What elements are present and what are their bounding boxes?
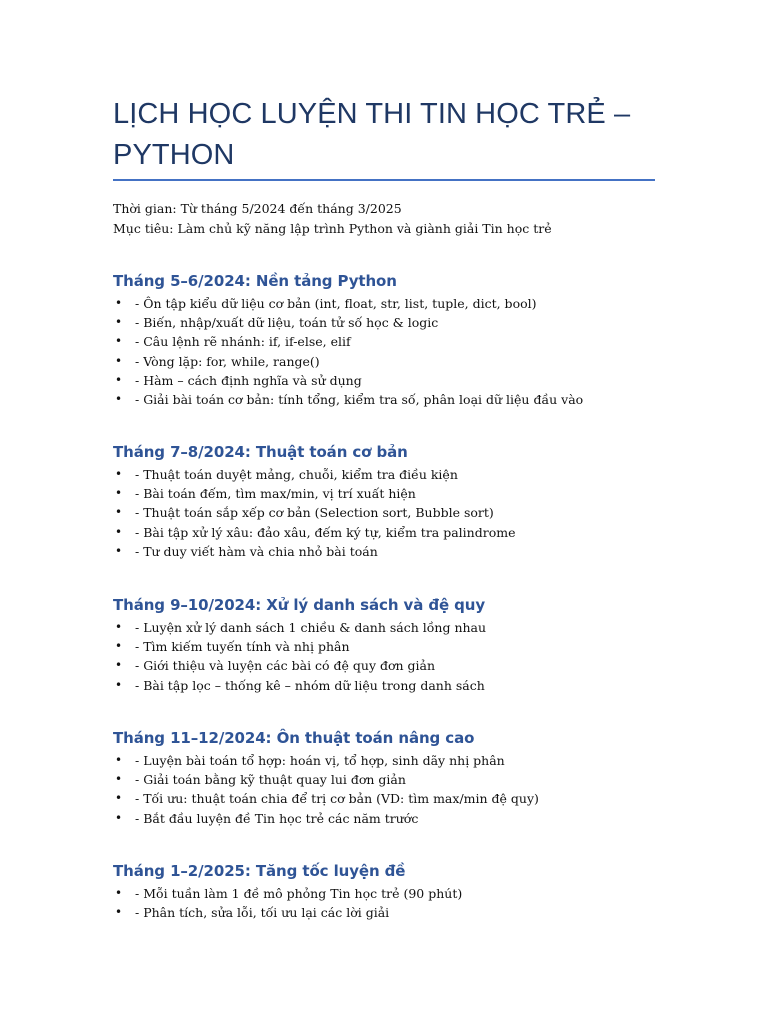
section-july-aug-2024 xyxy=(113,441,655,561)
list-item-text: - Phân tích, sửa lỗi, tối ưu lại các lời giải xyxy=(135,905,390,921)
list-item xyxy=(113,656,655,675)
list-item-text: - Bài tập xử lý xâu: đảo xâu, đếm ký tự, kiểm tra palindrome xyxy=(135,524,516,540)
bullet-icon: • xyxy=(115,372,123,387)
section-nov-dec-2024 xyxy=(113,727,655,828)
section-heading: Tháng 5–6/2024: Nền tảng Python xyxy=(113,272,397,290)
list-item-text: - Bài toán đếm, tìm max/min, vị trí xuất hiện xyxy=(135,486,416,502)
list-item-text: - Giải bài toán cơ bản: tính tổng, kiểm tra số, phân loại dữ liệu đầu vào xyxy=(135,392,584,408)
bullet-icon: • xyxy=(115,772,123,787)
section-may-june-2024 xyxy=(113,270,655,409)
section-heading: Tháng 11–12/2024: Ôn thuật toán nâng cao xyxy=(113,729,475,747)
time-line: Thời gian: Từ tháng 5/2024 đến tháng 3/2025 xyxy=(113,201,402,216)
section-list xyxy=(113,294,655,409)
list-item-text: - Tìm kiếm tuyến tính và nhị phân xyxy=(135,639,350,655)
section-list xyxy=(113,618,655,695)
bullet-icon: • xyxy=(115,905,123,920)
list-item xyxy=(113,332,655,351)
document-title: LỊCH HỌC LUYỆN THI TIN HỌC TRẺ – PYTHON xyxy=(113,98,631,171)
list-item-text: - Biến, nhập/xuất dữ liệu, toán tử số học & logic xyxy=(135,315,439,331)
list-item-text: - Ôn tập kiểu dữ liệu cơ bản (int, float, str, list, tuple, dict, bool) xyxy=(135,296,537,311)
list-item xyxy=(113,884,655,903)
section-sep-oct-2024 xyxy=(113,594,655,695)
section-heading: Tháng 7–8/2024: Thuật toán cơ bản xyxy=(113,443,408,461)
list-item-text: - Thuật toán sắp xếp cơ bản (Selection sort, Bubble sort) xyxy=(135,505,494,521)
list-item xyxy=(113,503,655,522)
list-item-text: - Mỗi tuần làm 1 đề mô phỏng Tin học trẻ (90 phút) xyxy=(135,886,463,901)
list-item xyxy=(113,390,655,409)
bullet-icon: • xyxy=(115,810,123,825)
list-item-text: - Thuật toán duyệt mảng, chuỗi, kiểm tra điều kiện xyxy=(135,467,458,482)
list-item-text: - Luyện xử lý danh sách 1 chiều & danh sách lồng nhau xyxy=(135,620,487,635)
list-item xyxy=(113,294,655,313)
bullet-icon: • xyxy=(115,296,123,310)
list-item-text: - Tối ưu: thuật toán chia để trị cơ bản (VD: tìm max/min đệ quy) xyxy=(135,791,539,807)
list-item-text: - Bắt đầu luyện đề Tin học trẻ các năm trước xyxy=(135,810,419,826)
section-list xyxy=(113,465,655,561)
bullet-icon: • xyxy=(115,791,123,806)
list-item xyxy=(113,809,655,828)
list-item xyxy=(113,352,655,371)
list-item-text: - Hàm – cách định nghĩa và sử dụng xyxy=(135,372,362,388)
bullet-icon: • xyxy=(115,524,123,539)
list-item xyxy=(113,676,655,695)
list-item xyxy=(113,465,655,484)
bullet-icon: • xyxy=(115,315,123,330)
bullet-icon: • xyxy=(115,639,123,654)
list-item-text: - Giải toán bằng kỹ thuật quay lui đơn giản xyxy=(135,772,406,788)
list-item-text: - Tư duy viết hàm và chia nhỏ bài toán xyxy=(135,543,378,559)
bullet-icon: • xyxy=(115,486,123,501)
bullet-icon: • xyxy=(115,543,123,558)
section-list xyxy=(113,751,655,828)
list-item-text: - Giới thiệu và luyện các bài có đệ quy đơn giản xyxy=(135,658,436,674)
bullet-icon: • xyxy=(115,677,123,692)
bullet-icon: • xyxy=(115,886,123,900)
title-underline xyxy=(113,179,655,181)
list-item-text: - Bài tập lọc – thống kê – nhóm dữ liệu trong danh sách xyxy=(135,677,485,693)
bullet-icon: • xyxy=(115,753,123,767)
list-item-text: - Câu lệnh rẽ nhánh: if, if-else, elif xyxy=(135,334,351,350)
section-heading: Tháng 9–10/2024: Xử lý danh sách và đệ quy xyxy=(113,596,486,614)
list-item xyxy=(113,523,655,542)
list-item xyxy=(113,313,655,332)
goal-line: Mục tiêu: Làm chủ kỹ năng lập trình Python và giành giải Tin học trẻ xyxy=(113,220,552,236)
list-item xyxy=(113,770,655,789)
document-meta xyxy=(113,199,655,238)
bullet-icon: • xyxy=(115,620,123,634)
list-item xyxy=(113,484,655,503)
section-heading: Tháng 1–2/2025: Tăng tốc luyện đề xyxy=(113,862,406,880)
list-item xyxy=(113,618,655,637)
bullet-icon: • xyxy=(115,467,123,481)
section-list xyxy=(113,884,655,922)
list-item-text: - Luyện bài toán tổ hợp: hoán vị, tổ hợp, sinh dãy nhị phân xyxy=(135,753,505,768)
bullet-icon: • xyxy=(115,392,123,407)
bullet-icon: • xyxy=(115,353,123,368)
bullet-icon: • xyxy=(115,658,123,673)
list-item xyxy=(113,542,655,561)
list-item xyxy=(113,903,655,922)
bullet-icon: • xyxy=(115,334,123,349)
list-item xyxy=(113,751,655,770)
list-item-text: - Vòng lặp: for, while, range() xyxy=(135,353,320,369)
list-item xyxy=(113,637,655,656)
list-item xyxy=(113,789,655,808)
section-jan-feb-2025 xyxy=(113,860,655,922)
bullet-icon: • xyxy=(115,505,123,520)
list-item xyxy=(113,371,655,390)
